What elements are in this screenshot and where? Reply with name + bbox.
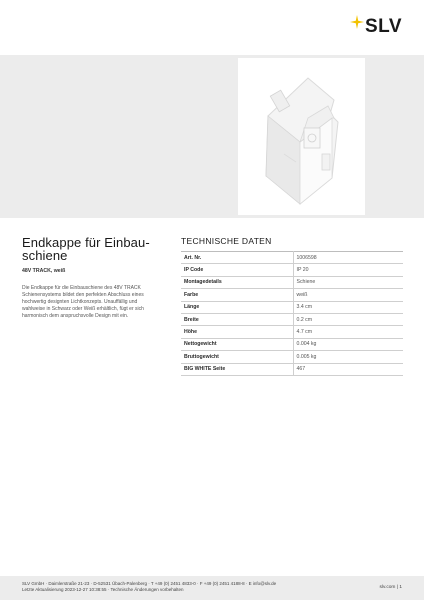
product-image: [238, 58, 365, 215]
spec-value: 0.2 cm: [293, 313, 403, 325]
product-title: [22, 236, 162, 262]
sparkle-icon: [350, 15, 364, 29]
spec-key: Höhe: [181, 326, 293, 338]
technical-data: [181, 236, 403, 376]
table-row: [181, 276, 403, 288]
table-row: [181, 264, 403, 276]
product-description: Die Endkappe für die Einbauschiene des 48V TRACK Schienensystems bildet den perfekten Abschluss eines hochwertig designten Lichtkonzepts. Unauffällig und wahlweise in Schwarz oder Weiß erhältlich, fügt er sich harmonisch dem anspruchsvolle Design mit ein.: [22, 285, 144, 320]
product-title-line1: Endkappe für Einbau-: [22, 235, 150, 250]
product-subtitle: 48V TRACK, weiß: [22, 268, 66, 274]
spec-key: Bruttogewicht: [181, 351, 293, 363]
end-cap-illustration: [238, 58, 365, 215]
spec-value: Schiene: [293, 276, 403, 288]
table-row: [181, 289, 403, 301]
spec-value: 1006598: [293, 252, 403, 264]
spec-key: BIG WHITE Seite: [181, 363, 293, 375]
spec-key: Länge: [181, 301, 293, 313]
product-title-line2: schiene: [22, 248, 68, 263]
spec-key: Nettogewicht: [181, 338, 293, 350]
table-row: [181, 338, 403, 350]
footer-page-number: slv.com | 1: [379, 585, 402, 590]
spec-value: 3.4 cm: [293, 301, 403, 313]
specs-table: [181, 251, 403, 376]
spec-value: 4.7 cm: [293, 326, 403, 338]
slv-logo: [350, 16, 402, 38]
spec-value: 467: [293, 363, 403, 375]
spec-key: IP Code: [181, 264, 293, 276]
page-footer: [0, 576, 424, 600]
spec-key: Breite: [181, 313, 293, 325]
spec-value: weiß: [293, 289, 403, 301]
table-row: [181, 326, 403, 338]
table-row: [181, 313, 403, 325]
spec-value: 0.005 kg: [293, 351, 403, 363]
table-row: [181, 363, 403, 375]
footer-contact: [22, 581, 276, 593]
spec-key: Art. Nr.: [181, 252, 293, 264]
technical-data-title: TECHNISCHE DATEN: [181, 236, 272, 246]
table-row: [181, 252, 403, 264]
spec-key: Montagedetails: [181, 276, 293, 288]
table-row: [181, 301, 403, 313]
spec-value: IP 20: [293, 264, 403, 276]
logo-text: SLV: [364, 16, 402, 37]
spec-key: Farbe: [181, 289, 293, 301]
footer-update-line: Letzte Aktualisierung 2023-12-27 10:38:55 · Technische Änderungen vorbehalten: [22, 587, 184, 593]
product-info: [22, 236, 162, 320]
spec-value: 0.004 kg: [293, 338, 403, 350]
table-row: [181, 351, 403, 363]
footer-address-line: SLV GmbH · Daimlerstraße 21-23 · D-52531 Übach-Palenberg · T +49 (0) 2451 4833-0 · F +49 (0) 2451 4188-8 · E info@slv.de: [22, 581, 277, 586]
page-header: [0, 0, 424, 55]
